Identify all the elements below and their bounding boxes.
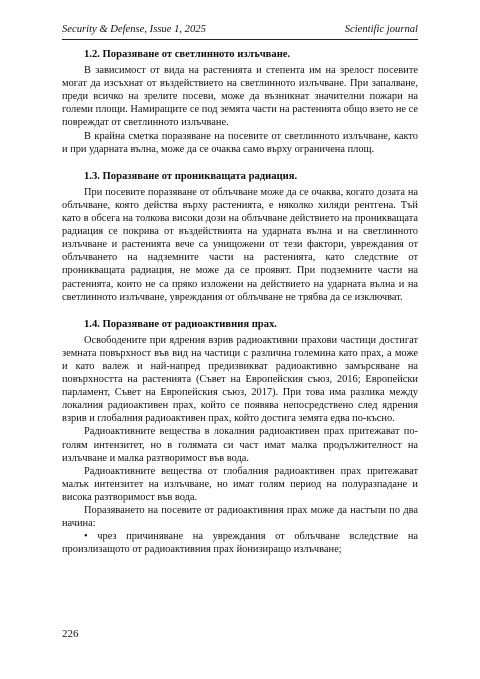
article-body (62, 42, 418, 556)
running-header (62, 23, 418, 36)
paragraph: Радиоактивните вещества от глобалния радиоактивен прах притежават малък интензитет на излъчване, но имат голям период на полуразпадане и висока разтворимост във вода. (62, 465, 418, 503)
journal-type: Scientific journal (344, 24, 418, 35)
paragraph: В крайна сметка поразяване на посевите от светлинното излъчване, както и при ударната вълна, може да се очаква само върху ограничена площ. (62, 130, 418, 155)
paragraph: При посевите поразяване от облъчване може да се очаква, когато дозата на облъчване, която действа върху растенията, е няколко хиляди рентгена. Тъй като в обсега на толкова високи дози на облъчване действието на проникващата радиация се покрива от въздействията на ударната вълна и на светлинното излъчване и растенията вече са унищожени от тези фактори, увреждания от облъчването на надземните части на растенията, като следствие от проникващата радиация, не може да се проявят. При подземните части на растенията, които не са пряко изложени на действието на ударната вълна и на светлинното излъчване, увреждания от облъчване не трябва да се изключват. (62, 186, 418, 303)
section-heading: 1.3. Поразяване от проникващата радиация. (84, 170, 298, 182)
section-heading: 1.2. Поразяване от светлинното излъчване. (84, 49, 291, 60)
bullet-item: • чрез причиняване на увреждания от облъчване вследствие на произлизащото от радиоактивния прах йонизиращо излъчване; (62, 531, 418, 556)
page-number: 226 (62, 628, 79, 640)
paragraph: Поразяването на посевите от радиоактивния прах може да настъпи по два начина: (62, 505, 418, 530)
header-rule (62, 39, 418, 40)
paragraph: Освободените при ядрения взрив радиоактивни прахови частици достигат земната повърхност във вид на частици с различна големина като прах, а може и като валеж и най-напред предизвикват радиоактивно замърсяване на повърхността на растенията (Съвет на Европейския съюз, 2016; Европейски парламент, Съвет на Европейския съюз, 2017). При това има разлика между локалния радиоактивен прах, който се появява непосредствено след ядрения взрив и глобалния радиоактивен прах, който достига земята едва по-късно. (62, 334, 418, 425)
journal-issue: Security & Defense, Issue 1, 2025 (62, 24, 206, 35)
section-heading: 1.4. Поразяване от радиоактивния прах. (84, 318, 277, 330)
paragraph: Радиоактивните вещества в локалния радиоактивен прах притежават по-голям интензитет, но в голямата си част имат малка продължителност на излъчване и малка разтворимост във вода. (62, 426, 418, 464)
paragraph: В зависимост от вида на растенията и степента им на зрелост посевите могат да изсъхнат от въздействието на светлинното излъчване. При запалване, преди всичко на зрелите посеви, може да възникнат значителни пожари на големи площи. Намиращите се под земята части на растенията общо взето не се повреждат от светлинното излъчване. (62, 65, 418, 129)
